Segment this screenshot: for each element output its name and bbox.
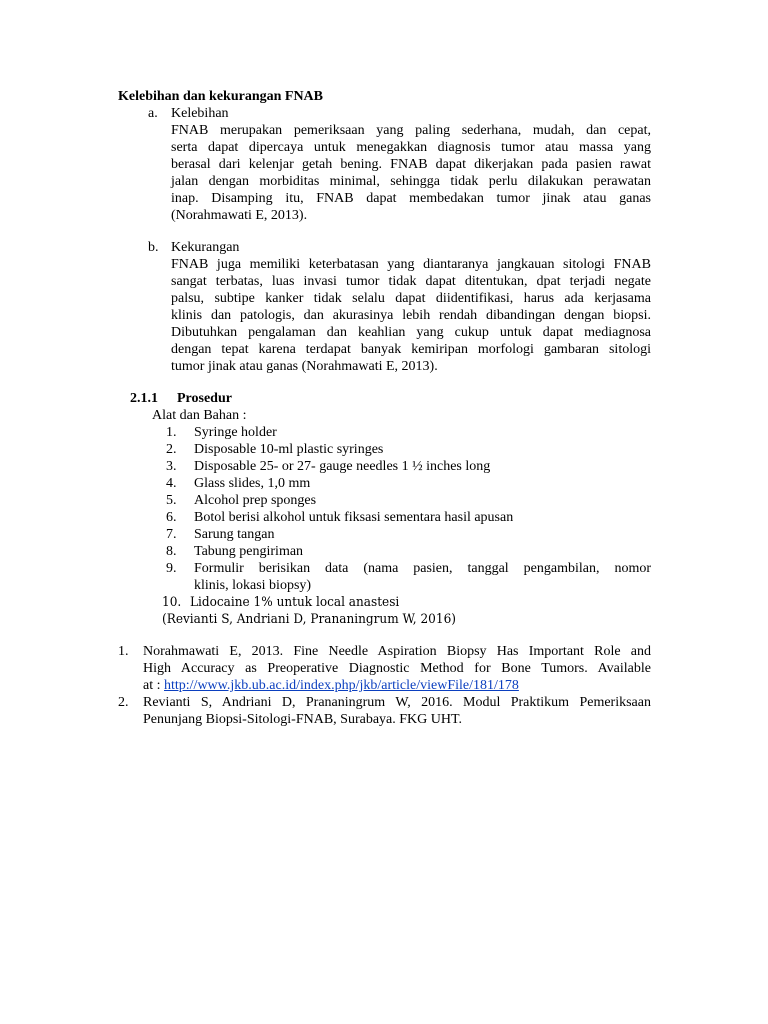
reference-line: Penunjang Biopsi-Sitologi-FNAB, Surabaya. FKG UHT. [143,712,463,727]
item-number: 7. [166,527,177,542]
kelebihan-line: berasal dari kelenjar getah bening. FNAB dapat dikerjakan pada pasien rawat [171,157,651,172]
kekurangan-line: palsu, subtipe kanker tidak selalu dapat diidentifikasi, harus ada kerjasama [171,291,651,306]
item-number: 6. [166,510,177,525]
item-number: 8. [166,544,177,559]
prosedur-subtitle: Alat dan Bahan : [152,408,247,423]
reference-number: 2. [118,695,129,710]
reference-line: High Accuracy as Preoperative Diagnostic Method for Bone Tumors. Available [143,661,651,676]
item-text: Alcohol prep sponges [194,493,317,508]
reference-line: Revianti S, Andriani D, Prananingrum W, 2016. Modul Praktikum Pemeriksaan [143,695,651,710]
reference-link[interactable]: http://www.jkb.ub.ac.id/index.php/jkb/article/viewFile/181/178 [164,678,519,693]
item-number: 10. [162,595,182,610]
item-text: Syringe holder [194,425,277,440]
kekurangan-title: Kekurangan [171,240,240,255]
item-text: Sarung tangan [194,527,275,542]
kelebihan-line: FNAB merupakan pemeriksaan yang paling sederhana, mudah, dan cepat, [171,123,651,138]
item-number: 9. [166,561,177,576]
list-marker-a: a. [148,106,158,121]
reference-line [143,677,519,694]
section-heading: Kelebihan dan kekurangan FNAB [118,89,323,104]
reference-prefix: at : [143,678,164,693]
item-text: Lidocaine 1% untuk local anastesi [190,595,400,610]
kelebihan-title: Kelebihan [171,106,229,121]
kekurangan-line: FNAB juga memiliki keterbatasan yang diantaranya jangkauan sitologi FNAB [171,257,651,272]
item-text: Tabung pengiriman [194,544,304,559]
kekurangan-line: Dibutuhkan pengalaman dan keahlian yang cukup untuk dapat mediagnosa [171,325,651,340]
reference-line: Norahmawati E, 2013. Fine Needle Aspiration Biopsy Has Important Role and [143,644,651,659]
prosedur-citation: (Revianti S, Andriani D, Prananingrum W, 2016) [162,612,456,627]
kelebihan-line: (Norahmawati E, 2013). [171,208,308,223]
item-number: 3. [166,459,177,474]
list-marker-b: b. [148,240,159,255]
kekurangan-line: dengan tepat karena terdapat banyak kemiripan morfologi gambaran sitologi [171,342,651,357]
item-number: 2. [166,442,177,457]
kekurangan-line: tumor jinak atau ganas (Norahmawati E, 2013). [171,359,438,374]
item-text: Botol berisi alkohol untuk fiksasi sementara hasil apusan [194,510,514,525]
item-text: Glass slides, 1,0 mm [194,476,311,491]
kelebihan-line: jalan dengan morbiditas minimal, sehingga tidak perlu dilakukan perawatan [171,174,651,189]
item-text-continued: klinis, lokasi biopsy) [194,578,312,593]
item-text: Disposable 25- or 27- gauge needles 1 ½ inches long [194,459,491,474]
item-number: 1. [166,425,177,440]
item-number: 4. [166,476,177,491]
reference-number: 1. [118,644,129,659]
subsection-title: Prosedur [177,391,232,406]
subsection-number: 2.1.1 [130,391,158,406]
kekurangan-line: klinis dan patologis, dan akurasinya lebih rendah dibandingan dengan biopsi. [171,308,651,323]
kelebihan-line: inap. Disamping itu, FNAB dapat membedakan tumor jinak atau ganas [171,191,651,206]
item-text: Formulir berisikan data (nama pasien, tanggal pengambilan, nomor [194,561,651,576]
item-text: Disposable 10-ml plastic syringes [194,442,384,457]
item-number: 5. [166,493,177,508]
kekurangan-line: sangat terbatas, luas invasi tumor tidak dapat ditentukan, dpat terjadi negate [171,274,651,289]
kelebihan-line: serta dapat dipercaya untuk menegakkan diagnosis tumor atau massa yang [171,140,651,155]
